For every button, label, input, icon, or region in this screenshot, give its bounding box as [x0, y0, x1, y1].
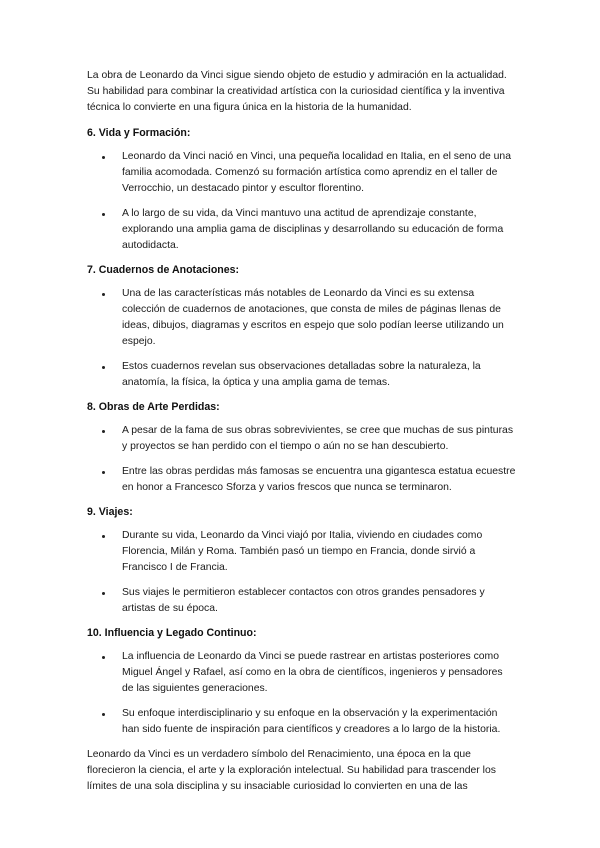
section-influencia-legado: [87, 626, 517, 738]
bullet-list: [87, 286, 517, 391]
section-heading: 10. Influencia y Legado Continuo:: [87, 627, 257, 639]
list-item: Durante su vida, Leonardo da Vinci viajó por Italia, viviendo en ciudades como Florencia, Milán y Roma. También pasó un tiempo en Francia, donde sirvió a Francisco I de Francia.: [87, 528, 517, 576]
list-item: Entre las obras perdidas más famosas se encuentra una gigantesca estatua ecuestre en honor a Francesco Sforza y varios frescos que nunca se terminaron.: [87, 464, 517, 496]
list-item: Estos cuadernos revelan sus observaciones detalladas sobre la naturaleza, la anatomía, la física, la óptica y una amplia gama de temas.: [87, 359, 517, 391]
section-heading: 8. Obras de Arte Perdidas:: [87, 401, 220, 413]
intro-paragraph: La obra de Leonardo da Vinci sigue siendo objeto de estudio y admiración en la actualidad. Su habilidad para combinar la creatividad artística con la curiosidad científica y la inventiva técnica lo convierte en una figura única en la historia de la humanidad.: [87, 70, 507, 113]
list-item: Sus viajes le permitieron establecer contactos con otros grandes pensadores y artistas de su época.: [87, 585, 517, 617]
section-vida-formacion: [87, 126, 517, 254]
section-heading: 6. Vida y Formación:: [87, 127, 191, 139]
list-item: A pesar de la fama de sus obras sobrevivientes, se cree que muchas de sus pinturas y proyectos se han perdido con el tiempo o aún no se han descubierto.: [87, 423, 517, 455]
list-item: Leonardo da Vinci nació en Vinci, una pequeña localidad en Italia, en el seno de una familia acomodada. Comenzó su formación artística como aprendiz en el taller de Verrocchio, un destacado pintor y escultor florentino.: [87, 149, 517, 197]
bullet-list: [87, 149, 517, 254]
list-item: A lo largo de su vida, da Vinci mantuvo una actitud de aprendizaje constante, explorando una amplia gama de disciplinas y desarrollando su educación de forma autodidacta.: [87, 206, 517, 254]
list-item: Su enfoque interdisciplinario y su enfoque en la observación y la experimentación han sido fuente de inspiración para científicos y creadores a lo largo de la historia.: [87, 706, 517, 738]
section-obras-perdidas: [87, 400, 517, 496]
section-viajes: [87, 505, 517, 617]
bullet-list: [87, 423, 517, 496]
document-page: [87, 68, 517, 795]
list-item: Una de las características más notables de Leonardo da Vinci es su extensa colección de cuadernos de anotaciones, que consta de miles de páginas llenas de ideas, dibujos, diagramas y escritos en espejo que solo podían leerse utilizando un espejo.: [87, 286, 517, 350]
closing-paragraph: Leonardo da Vinci es un verdadero símbolo del Renacimiento, una época en la que florecieron la ciencia, el arte y la exploración intelectual. Su habilidad para trascender los límites de una sola disciplina y su insaciable curiosidad lo convierten en una de las: [87, 749, 496, 792]
section-heading: 9. Viajes:: [87, 506, 133, 518]
section-cuadernos: [87, 263, 517, 391]
section-heading: 7. Cuadernos de Anotaciones:: [87, 264, 240, 276]
list-item: La influencia de Leonardo da Vinci se puede rastrear en artistas posteriores como Miguel Ángel y Rafael, así como en la obra de científicos, ingenieros y pensadores de las siguientes generaciones.: [87, 649, 517, 697]
bullet-list: [87, 649, 517, 738]
bullet-list: [87, 528, 517, 617]
